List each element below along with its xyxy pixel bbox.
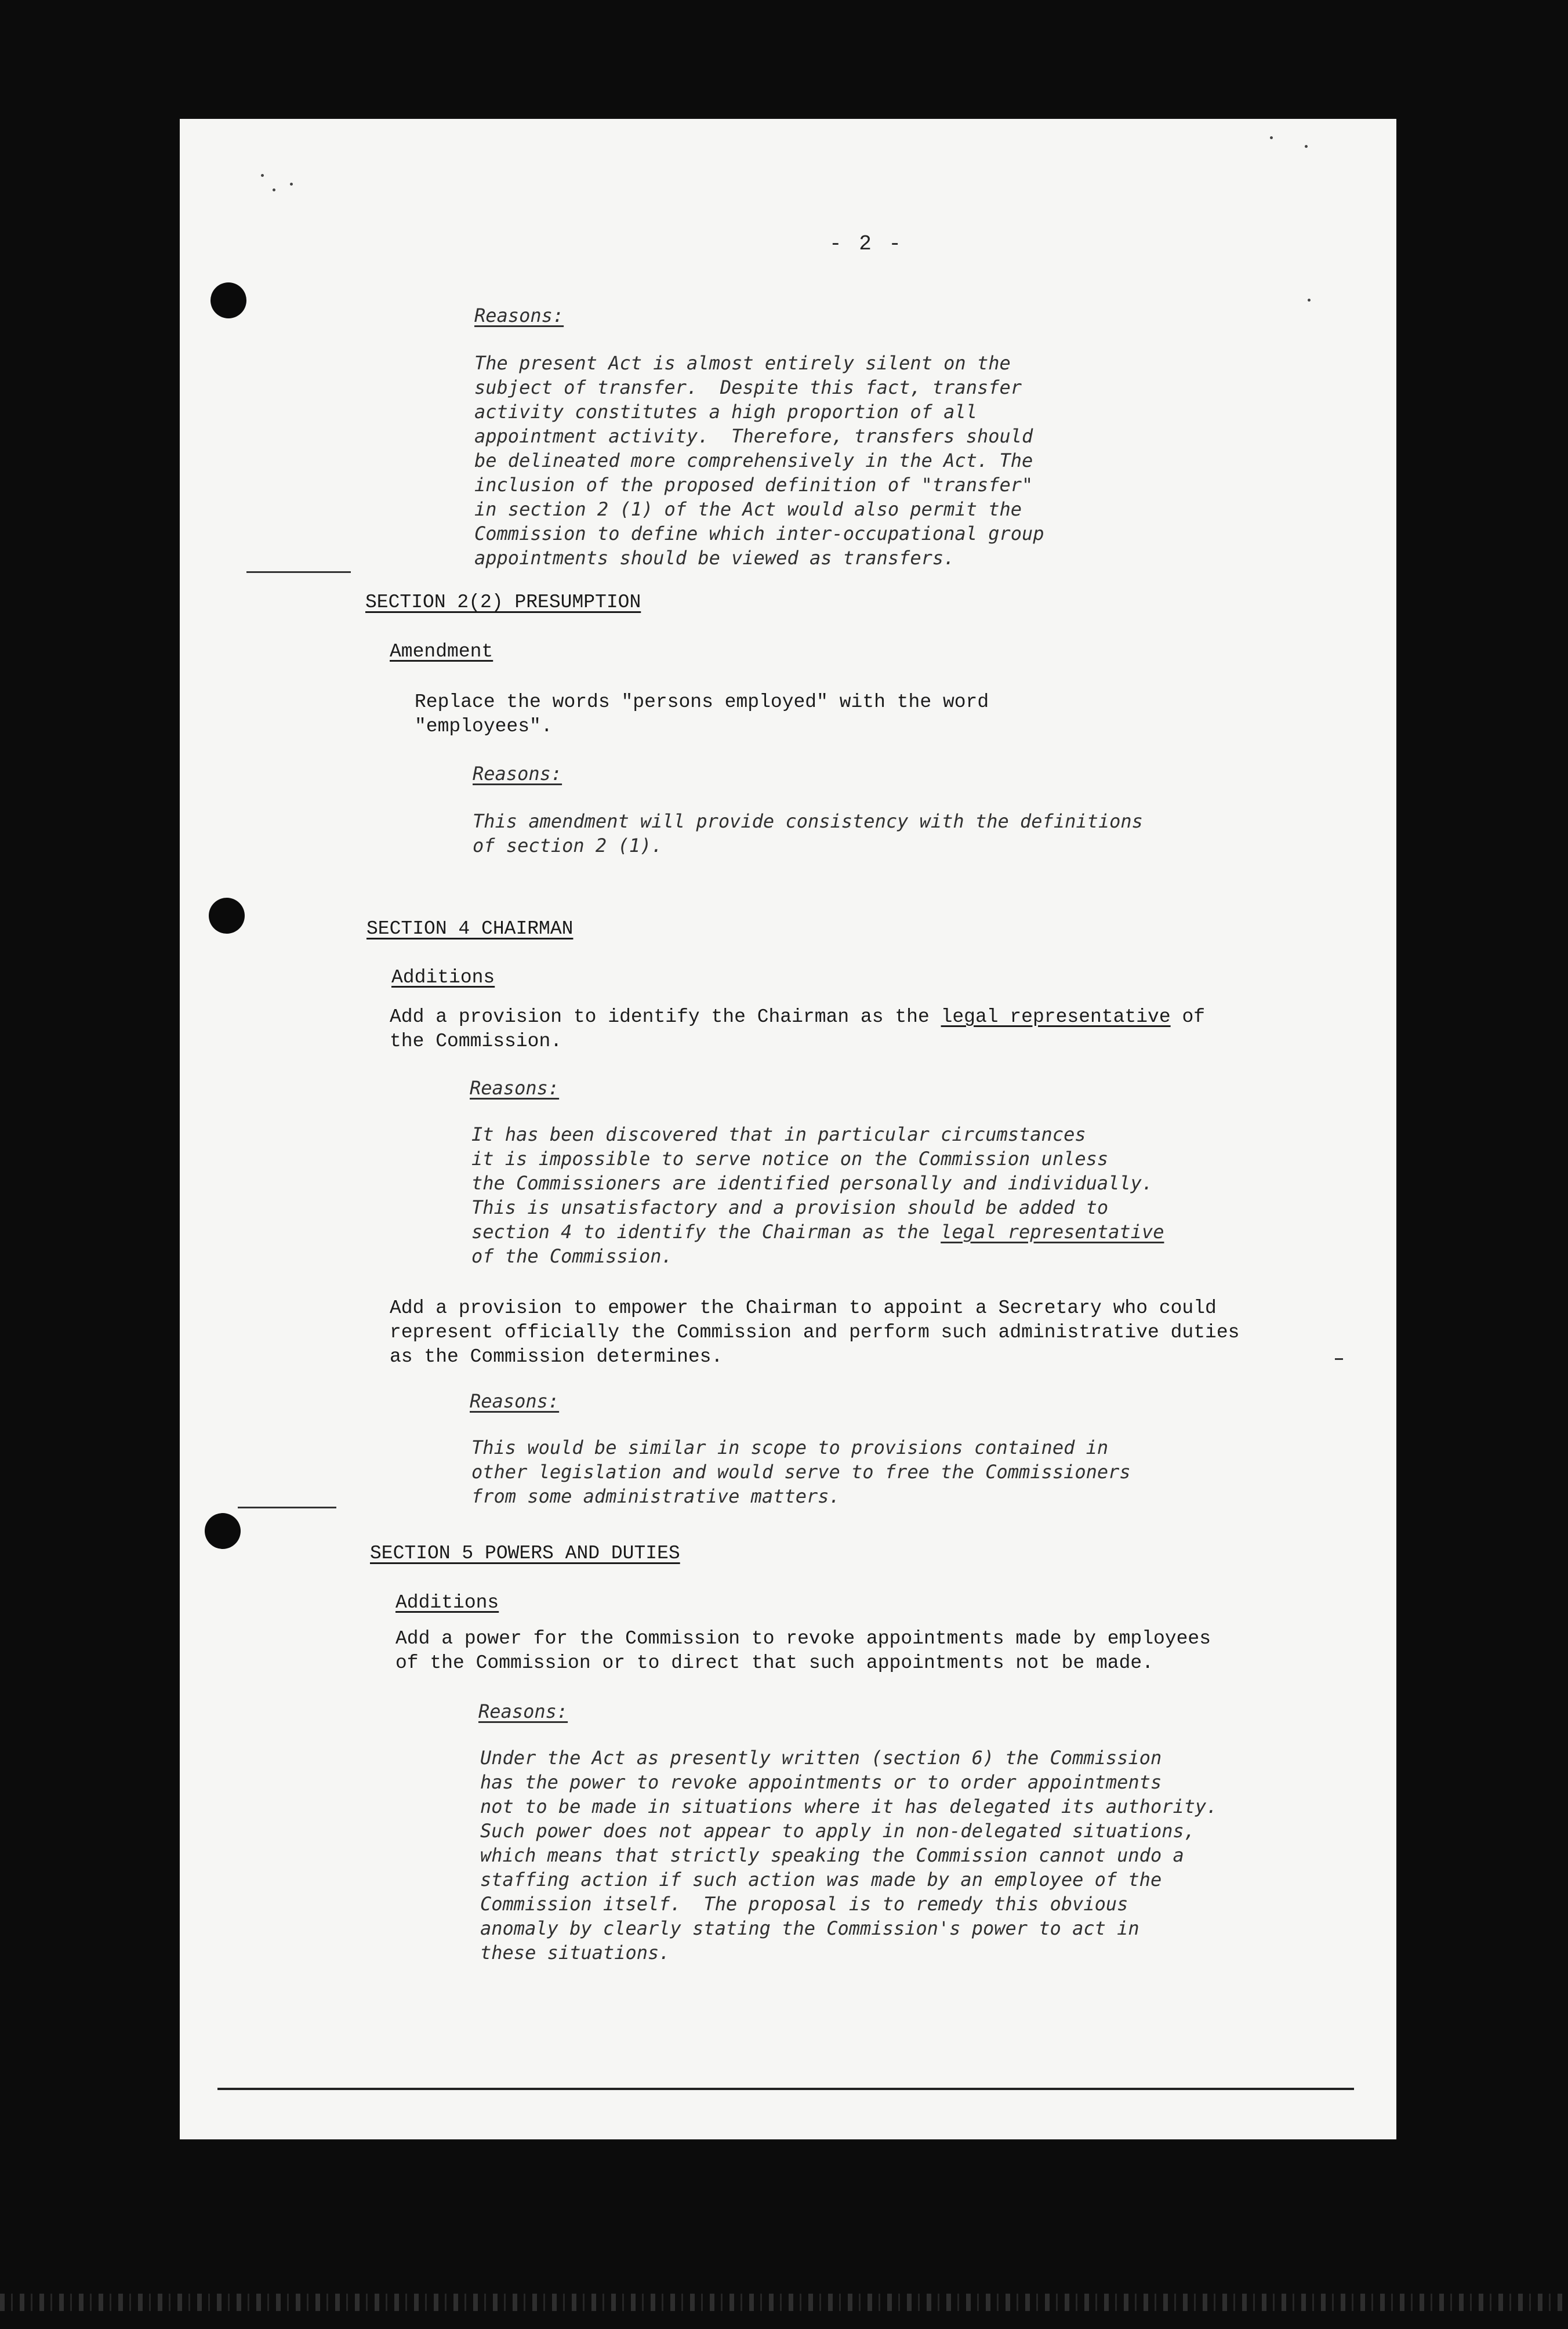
addition-text xyxy=(390,1005,1205,1054)
bottom-rule xyxy=(217,2088,1354,2090)
text-line: Under the Act as presently written (section 6) the Commission xyxy=(480,1747,1162,1769)
text-line: This would be similar in scope to provisions contained in xyxy=(471,1436,1109,1459)
amendment-text xyxy=(415,690,989,739)
text-line: Commission to define which inter-occupational group xyxy=(474,523,1044,545)
text-line: other legislation and would serve to free the Commissioners xyxy=(471,1461,1131,1483)
text-line: Such power does not appear to apply in non-delegated situations, xyxy=(480,1820,1195,1842)
text-line: appointment activity. Therefore, transfers should xyxy=(474,425,1033,447)
text-line: of the Commission or to direct that such appointments not be made. xyxy=(395,1652,1154,1674)
punch-hole-bottom xyxy=(205,1513,241,1549)
reasons-label: Reasons: xyxy=(474,304,564,327)
text-line: anomaly by clearly stating the Commission's power to act in xyxy=(480,1917,1139,1939)
text-line: appointments should be viewed as transfers. xyxy=(474,547,955,569)
speck xyxy=(1305,145,1308,148)
text-line: Replace the words "persons employed" with the word xyxy=(415,691,989,713)
text-line: has the power to revoke appointments or to order appointments xyxy=(480,1771,1162,1793)
text-span: of xyxy=(1170,1006,1206,1028)
text-line: be delineated more comprehensively in the Act. The xyxy=(474,449,1033,471)
margin-mark xyxy=(1335,1358,1343,1360)
text-line: of section 2 (1). xyxy=(473,835,663,857)
text-line: the Commissioners are identified personally and individually. xyxy=(471,1172,1153,1194)
speck xyxy=(1270,136,1273,139)
text-line: as the Commission determines. xyxy=(390,1346,723,1367)
text-line xyxy=(471,1220,1164,1244)
text-line: which means that strictly speaking the Commission cannot undo a xyxy=(480,1844,1184,1866)
section-heading: SECTION 2(2) PRESUMPTION xyxy=(365,592,641,613)
reasons-label: Reasons: xyxy=(470,1390,560,1412)
text-line: Add a power for the Commission to revoke appointments made by employees xyxy=(395,1628,1211,1649)
margin-mark xyxy=(238,1507,336,1508)
addition-text xyxy=(390,1296,1239,1369)
text-line: staffing action if such action was made by an employee of the xyxy=(480,1869,1162,1891)
text-line: represent officially the Commission and perform such administrative duties xyxy=(390,1322,1240,1343)
reasons-paragraph xyxy=(474,351,1044,570)
text-line: It has been discovered that in particular circumstances xyxy=(471,1123,1086,1145)
text-line: This amendment will provide consistency with the definitions xyxy=(473,810,1143,832)
reasons-label: Reasons: xyxy=(478,1700,568,1722)
text-line: not to be made in situations where it has delegated its authority. xyxy=(480,1795,1218,1818)
underlined-term: legal representative xyxy=(941,1221,1164,1243)
punch-hole-top xyxy=(210,282,246,318)
subsection-label: Amendment xyxy=(390,641,493,662)
text-line: subject of transfer. Despite this fact, transfer xyxy=(474,376,1022,398)
text-line: Commission itself. The proposal is to remedy this obvious xyxy=(480,1893,1128,1915)
margin-mark xyxy=(246,571,351,573)
reasons-label: Reasons: xyxy=(473,763,562,785)
text-line: This is unsatisfactory and a provision should be added to xyxy=(471,1196,1109,1218)
text-line: Add a provision to empower the Chairman to appoint a Secretary who could xyxy=(390,1297,1217,1319)
text-line xyxy=(390,1005,1205,1029)
page-number: - 2 - xyxy=(829,232,904,256)
reasons-paragraph xyxy=(471,1435,1131,1508)
text-line: inclusion of the proposed definition of "transfer" xyxy=(474,474,1033,496)
punch-hole-middle xyxy=(209,898,245,934)
section-heading: SECTION 5 POWERS AND DUTIES xyxy=(370,1543,680,1564)
reasons-label: Reasons: xyxy=(470,1077,560,1099)
addition-text xyxy=(395,1627,1211,1675)
text-span: Add a provision to identify the Chairman as the xyxy=(390,1006,941,1028)
subsection-label: Additions xyxy=(391,967,495,988)
reasons-paragraph xyxy=(473,809,1143,858)
document-page xyxy=(180,119,1396,2139)
text-line: activity constitutes a high proportion of all xyxy=(474,401,977,423)
speck xyxy=(273,188,275,191)
section-heading: SECTION 4 CHAIRMAN xyxy=(366,918,574,939)
scan-edge-noise xyxy=(0,2294,1568,2311)
reasons-paragraph xyxy=(480,1746,1218,1965)
speck xyxy=(261,174,264,177)
text-line: The present Act is almost entirely silent on the xyxy=(474,352,1011,374)
text-line: "employees". xyxy=(415,716,553,737)
text-line: the Commission. xyxy=(390,1031,562,1052)
speck xyxy=(290,183,293,186)
text-line: from some administrative matters. xyxy=(471,1485,840,1507)
text-span: section 4 to identify the Chairman as the xyxy=(471,1221,941,1243)
reasons-paragraph xyxy=(471,1122,1164,1268)
speck xyxy=(1308,299,1311,302)
underlined-term: legal representative xyxy=(941,1006,1171,1028)
text-line: it is impossible to serve notice on the Commission unless xyxy=(471,1148,1109,1170)
subsection-label: Additions xyxy=(395,1592,499,1613)
text-line: in section 2 (1) of the Act would also permit the xyxy=(474,498,1022,520)
text-line: of the Commission. xyxy=(471,1245,673,1267)
text-line: these situations. xyxy=(480,1942,670,1964)
